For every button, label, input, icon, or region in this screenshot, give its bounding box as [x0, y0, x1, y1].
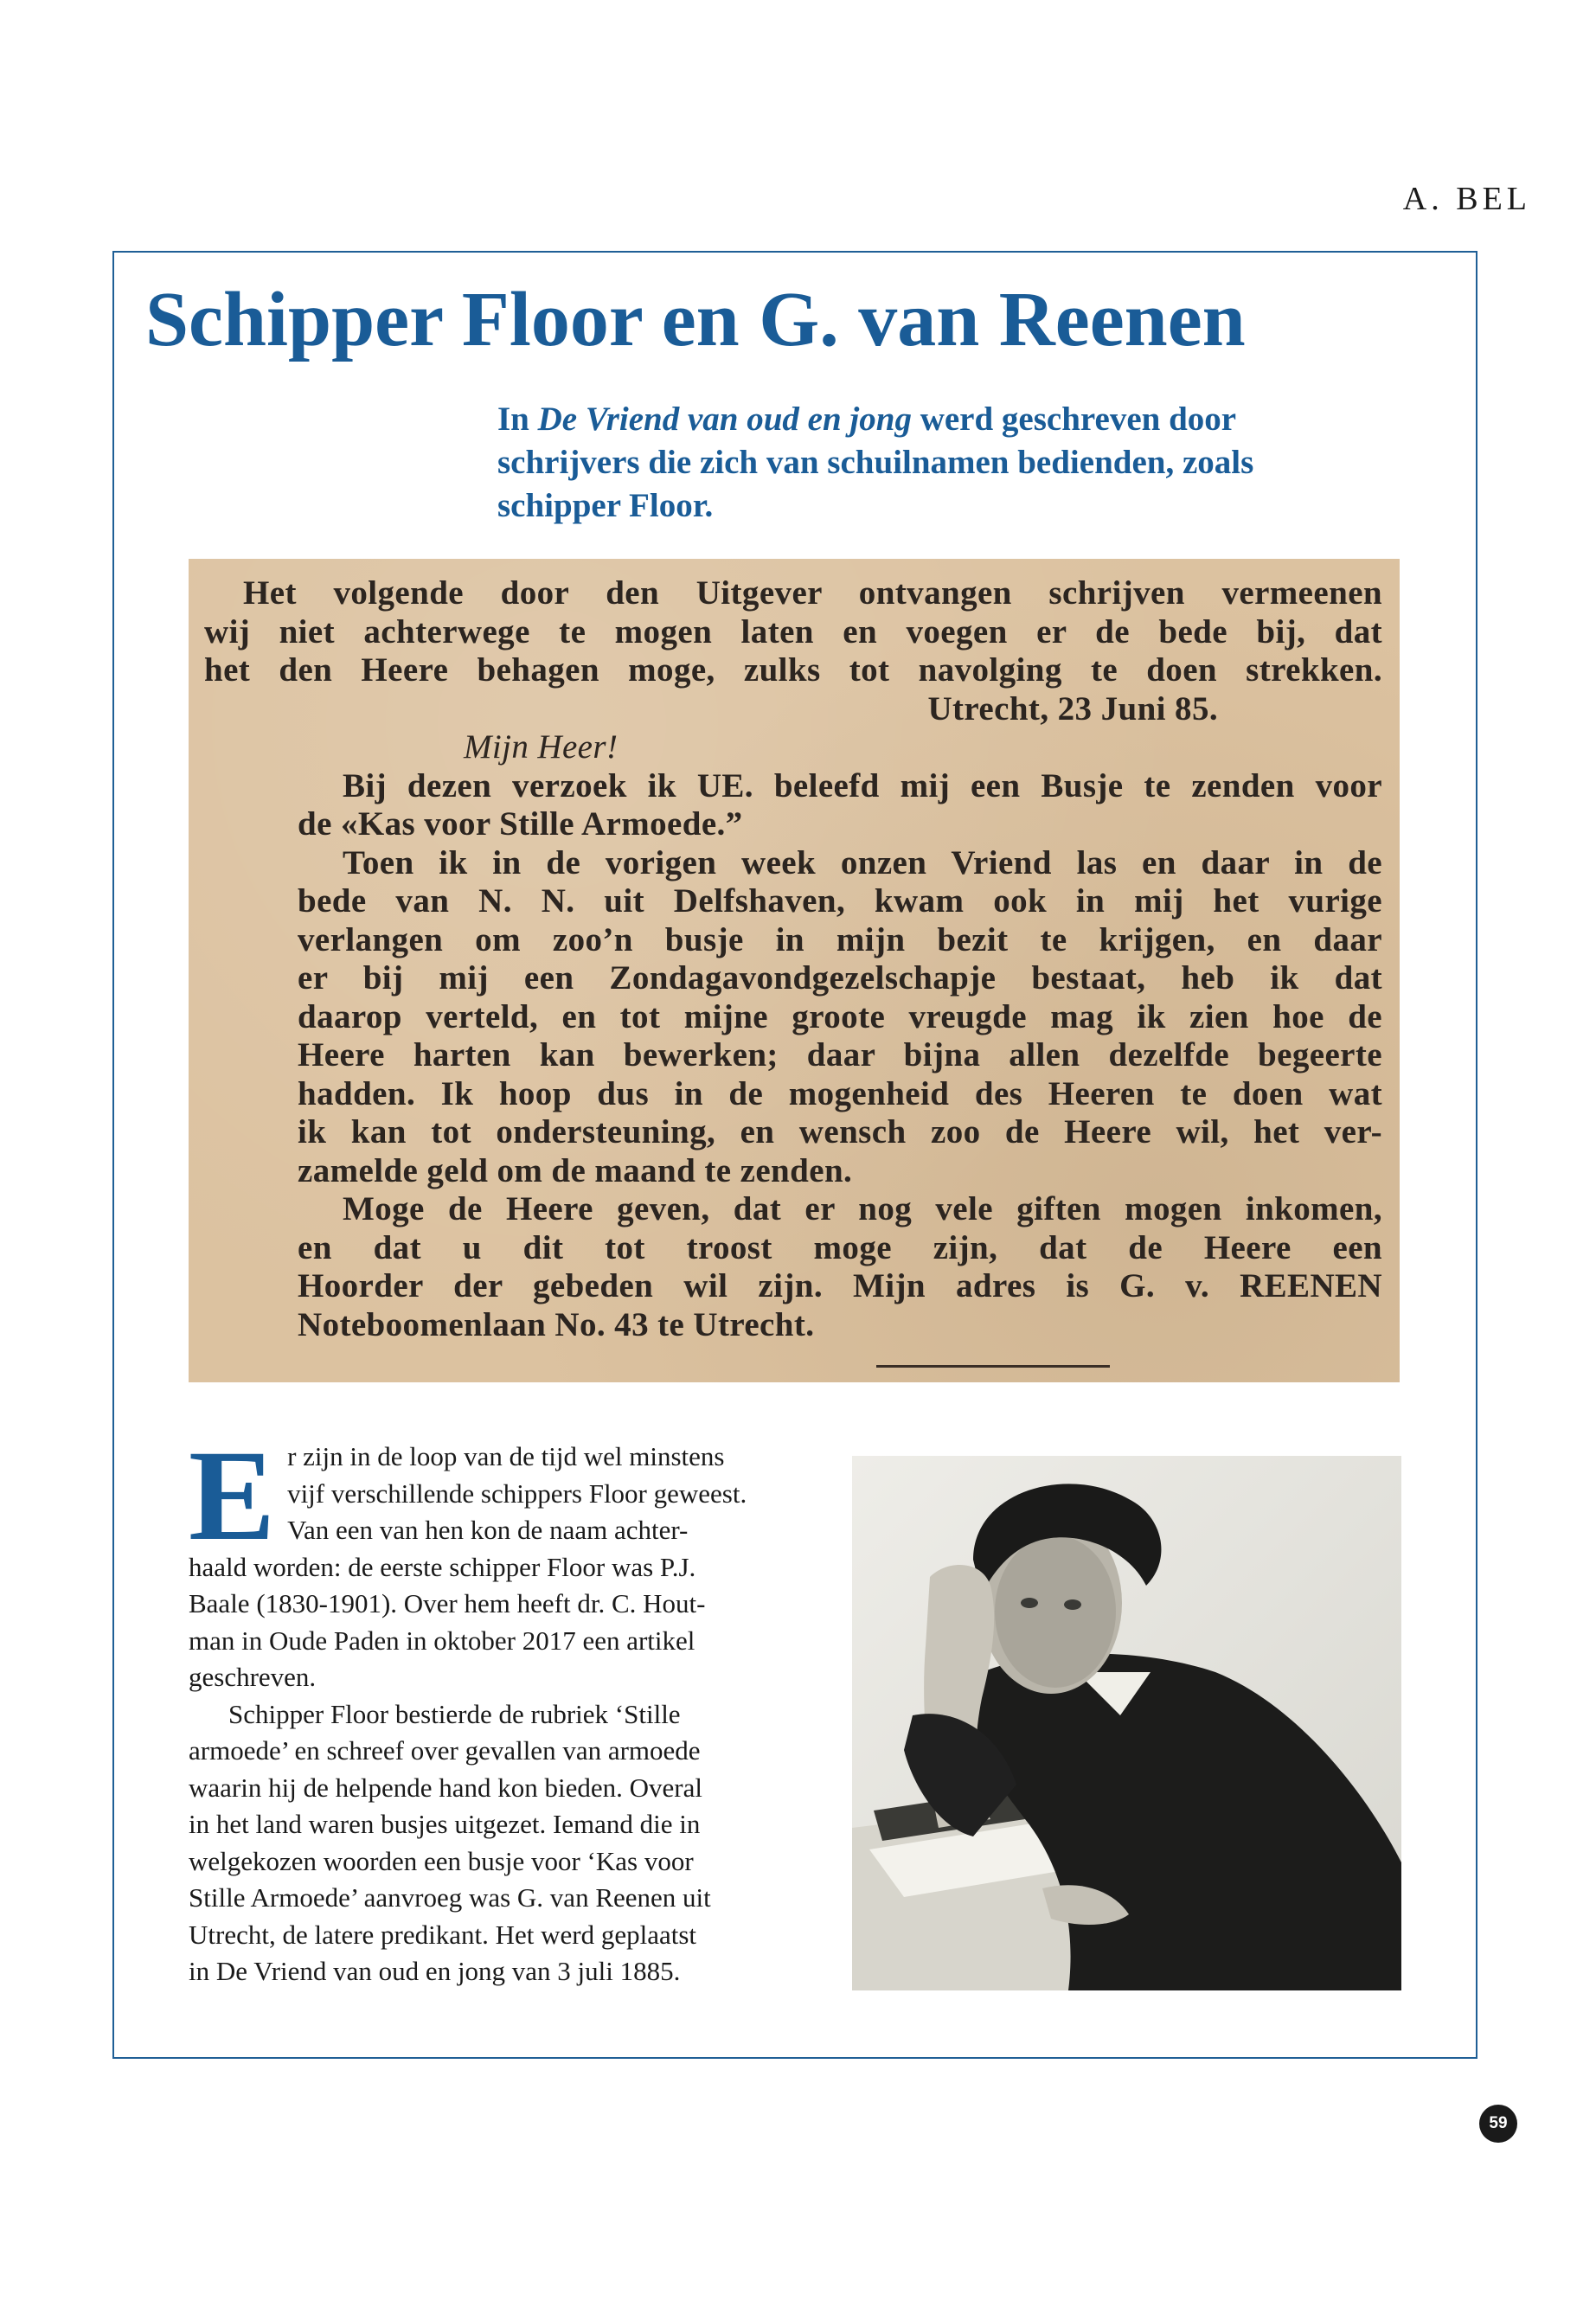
clipping-line: bede van N. N. uit Delfshaven, kwam ook in mij het vurige	[298, 882, 1382, 920]
body-line: r zijn in de loop van de tijd wel minstens	[287, 1441, 725, 1471]
intro-pre: In	[497, 401, 538, 438]
body-line: Baale (1830-1901). Over hem heeft dr. C. Hout-	[189, 1588, 706, 1618]
body-line: Schipper Floor bestierde de rubriek ‘Stille	[228, 1698, 681, 1729]
intro-line-1: werd geschreven door	[911, 401, 1237, 438]
body-line: in het land waren busjes uitgezet. Iemand die in	[189, 1809, 701, 1839]
clipping-line: Utrecht, 23 Juni 85.	[927, 689, 1218, 727]
clipping-line: er bij mij een Zondagavondgezelschapje bestaat, heb ik dat	[298, 959, 1382, 997]
body-line: waarin hij de helpende hand kon bieden. Overal	[189, 1772, 702, 1803]
body-line: Stille Armoede’ aanvroeg was G. van Reenen uit	[189, 1882, 711, 1913]
body-line: Van een van hen kon de naam achter-	[287, 1515, 689, 1545]
portrait-illustration	[852, 1456, 1401, 1990]
body-line: geschreven.	[189, 1662, 317, 1692]
clipping-line: Moge de Heere geven, dat er nog vele giften mogen inkomen,	[343, 1190, 1382, 1227]
newspaper-clipping	[189, 559, 1400, 1382]
clipping-line: Bij dezen verzoek ik UE. beleefd mij een Busje te zenden voor	[343, 766, 1382, 804]
clipping-line: Heere harten kan bewerken; daar bijna allen dezelfde begeerte	[298, 1036, 1382, 1074]
intro-line-2: schrijvers die zich van schuilnamen bedienden, zoals	[497, 444, 1254, 481]
portrait-photo	[852, 1456, 1401, 1990]
clipping-line: het den Heere behagen moge, zulks tot navolging te doen strekken.	[204, 651, 1382, 689]
clipping-line: zamelde geld om de maand te zenden.	[298, 1151, 853, 1189]
clipping-line: en dat u dit tot troost moge zijn, dat de Heere een	[298, 1228, 1382, 1266]
drop-cap: E	[189, 1424, 276, 1567]
clipping-line: Hoorder der gebeden wil zijn. Mijn adres is G. v. REENEN	[298, 1267, 1382, 1304]
page-number: 59	[1479, 2105, 1517, 2143]
article-title: Schipper Floor en G. van Reenen	[145, 277, 1246, 362]
clipping-line: hadden. Ik hoop dus in de mogenheid des Heeren te doen wat	[298, 1074, 1382, 1112]
paragraph-2	[189, 1696, 811, 1990]
clipping-line: Toen ik in de vorigen week onzen Vriend las en daar in de	[343, 843, 1382, 881]
body-line: armoede’ en schreef over gevallen van armoede	[189, 1735, 701, 1766]
paragraph-1	[189, 1424, 811, 1696]
body-line: welgekozen woorden een busje voor ‘Kas voor	[189, 1845, 694, 1876]
clipping-line: wij niet achterwege te mogen laten en voegen er de bede bij, dat	[204, 612, 1382, 651]
body-line: haald worden: de eerste schipper Floor was P.J.	[189, 1551, 696, 1582]
clipping-line: Het volgende door den Uitgever ontvangen schrijven vermeenen	[243, 574, 1382, 612]
intro-publication-title: De Vriend van oud en jong	[537, 401, 912, 438]
clipping-line: verlangen om zoo’n busje in mijn bezit te krijgen, en daar	[298, 920, 1382, 958]
body-line: man in Oude Paden in oktober 2017 een artikel	[189, 1625, 695, 1656]
body-line: vijf verschillende schippers Floor geweest.	[287, 1477, 747, 1509]
author-name: A. BEL	[1402, 181, 1531, 217]
clipping-line: ik kan tot ondersteuning, en wensch zoo de Heere wil, het ver-	[298, 1113, 1382, 1150]
body-line: in De Vriend van oud en jong van 3 juli 1885.	[189, 1956, 681, 1986]
clipping-line: Noteboomenlaan No. 43 te Utrecht.	[298, 1305, 815, 1343]
intro-line-3: schipper Floor.	[497, 487, 714, 524]
article-intro	[497, 398, 1458, 528]
clipping-line: daarop verteld, en tot mijne groote vreugde mag ik zien hoe de	[298, 997, 1382, 1035]
clipping-rule	[876, 1365, 1110, 1368]
clipping-line: Mijn Heer!	[464, 728, 619, 766]
article-body	[189, 1424, 811, 1990]
clipping-line: de «Kas voor Stille Armoede.”	[298, 805, 743, 843]
body-line: Utrecht, de latere predikant. Het werd geplaatst	[189, 1919, 697, 1950]
